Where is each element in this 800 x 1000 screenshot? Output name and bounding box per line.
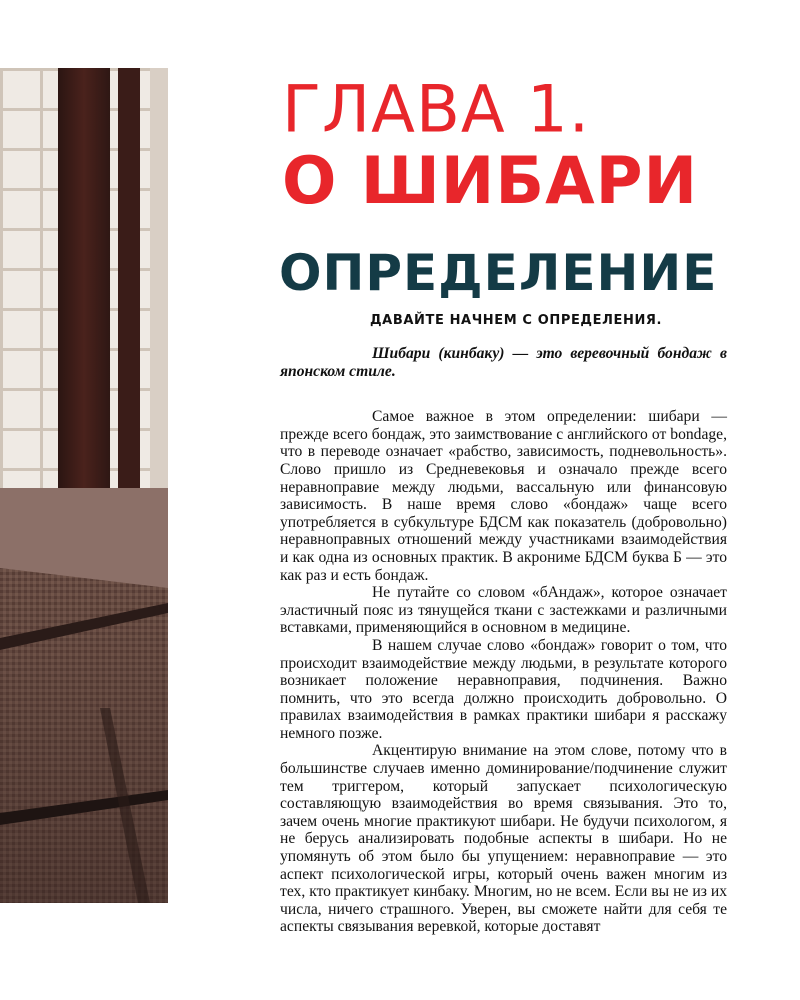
paragraph-2: Не путайте со словом «бАндаж», которое означает эластичный пояс из тянущейся ткани с застежками и различными вставками, применяющийся в основном в медицине. — [280, 584, 727, 637]
section-title: ОПРЕДЕЛЕНИЕ — [279, 244, 718, 302]
paragraph-4: Акцентирую внимание на этом слове, потому что в большинстве случаев именно доминирование/подчинение служит тем триггером, который запускает психологическую составляющую взаимодействия во время связывания. Это то, зачем очень многие практикуют шибари. Не будучи психологом, я не берусь анализировать подобные аспекты в шибари. Но не упомянуть об этом было бы упущением: неравноправие — это аспект психологической игры, который очень важен многим из тех, кто практикует кинбаку. Многим, но не всем. Если вы не из их числа, ничего страшного. Уверен, вы сможете найти для себя те аспекты связывания веревкой, которые доставят — [280, 742, 727, 936]
chapter-number: ГЛАВА 1. — [282, 72, 591, 149]
paragraph-3: В нашем случае слово «бондаж» говорит о том, что происходит взаимодействие между людьми, в результате которого возникает положение неравноправия, подчинения. Важно помнить, что это всегда должно происходить добровольно. О правилах взаимодействия в рамках практики шибари я расскажу немного позже. — [280, 636, 727, 742]
paragraph-1: Самое важное в этом определении: шибари — прежде всего бондаж, это заимствование с английского от bondage, что в переводе означает «рабство, зависимость, подневольность». Слово пришло из Средневековья и означало прежде всего неравноправие между людьми, вассальную или финансовую зависимость. В наше время слово «бондаж» чаще всего употребляется в субкультуре БДСМ как показатель (добровольно) неравноправных отношений между участниками взаимодействия и как одна из основных практик. В акрониме БДСМ буква Б — это как раз и есть бондаж. — [280, 408, 727, 584]
chapter-title — [282, 72, 782, 220]
shoji-tatami-photo — [0, 68, 168, 903]
definition-paragraph: Шибари (кинбаку) — это веревочный бондаж в японском стиле. — [280, 345, 727, 380]
lead-sentence: ДАВАЙТЕ НАЧНЕМ С ОПРЕДЕЛЕНИЯ. — [370, 313, 663, 328]
body-text — [280, 345, 727, 936]
chapter-name: О ШИБАРИ — [282, 143, 699, 220]
